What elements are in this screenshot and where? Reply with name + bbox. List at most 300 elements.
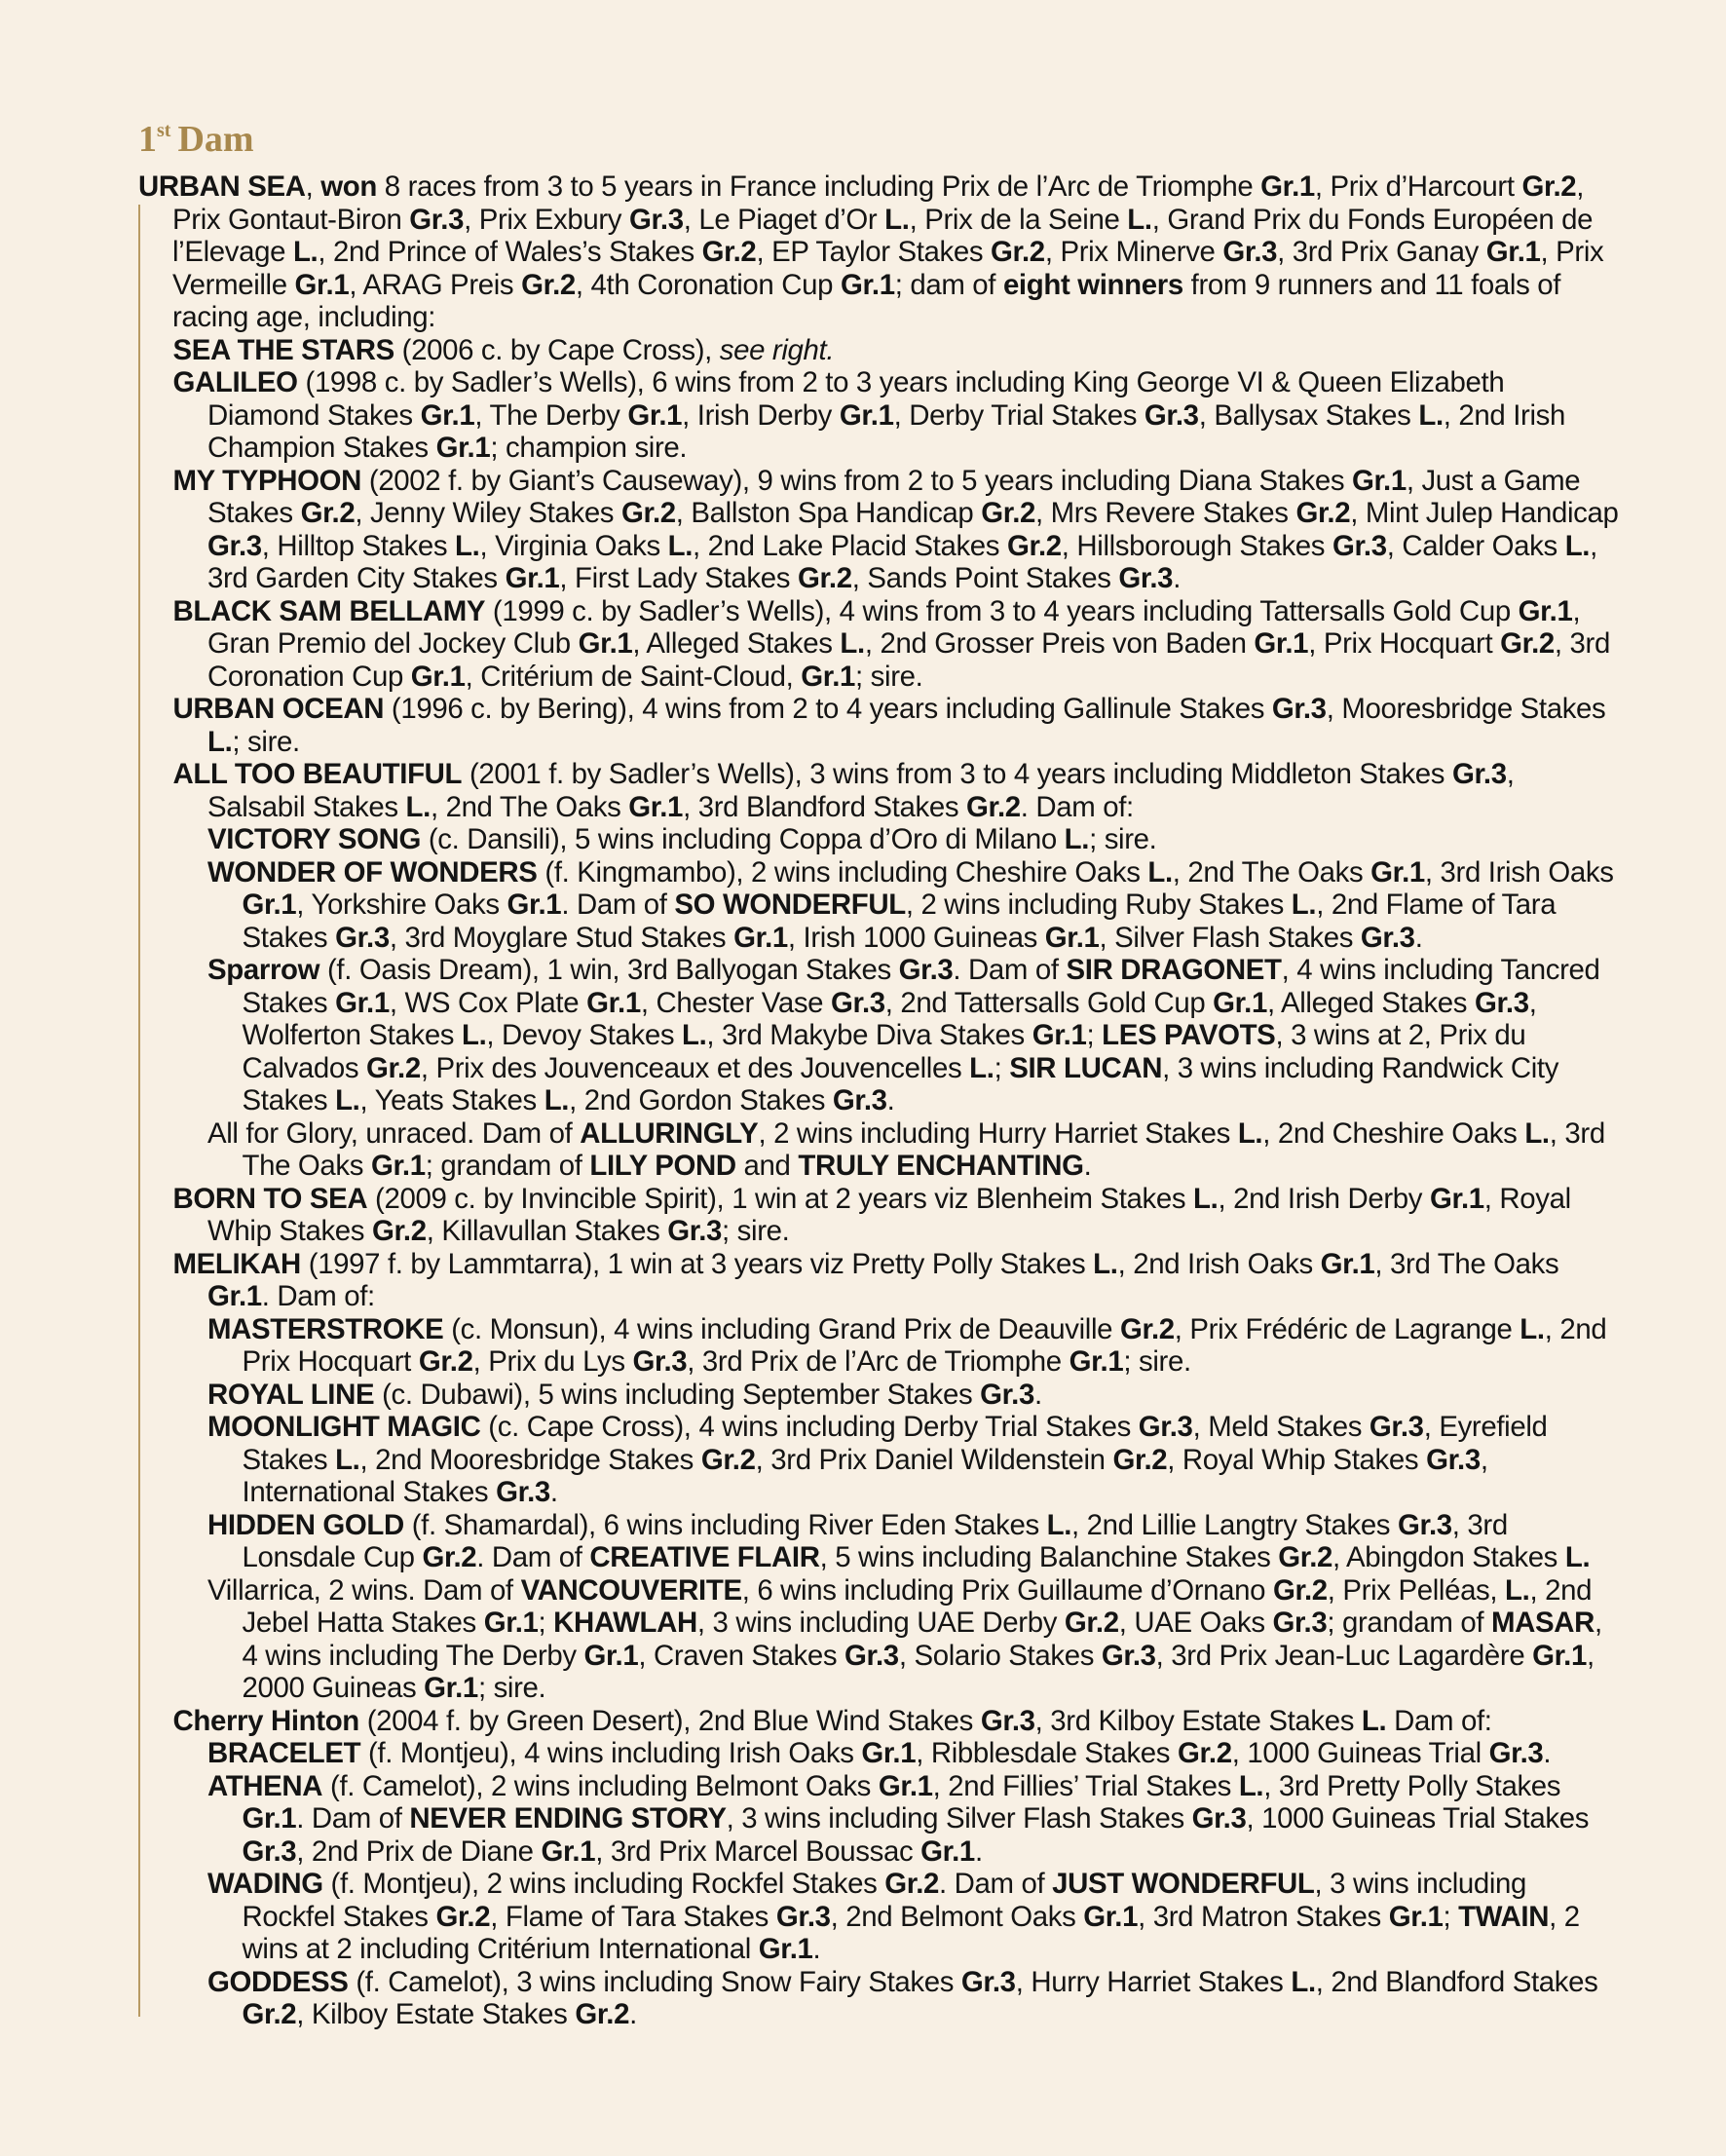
bold-text: Gr.3 bbox=[1138, 1411, 1193, 1443]
bold-text: Gr.3 bbox=[409, 203, 465, 236]
bold-text: Gr.3 bbox=[832, 1084, 887, 1116]
bold-text: ALL TOO BEAUTIFUL bbox=[172, 758, 463, 790]
bold-text: L. bbox=[292, 236, 319, 268]
entry-text: , 3 wins including UAE Derby bbox=[696, 1607, 1065, 1639]
produce-entry bbox=[138, 1705, 1619, 1738]
entry-text: , 3rd Prix Jean-Luc Lagardère bbox=[1155, 1639, 1533, 1672]
bold-text: Gr.1 bbox=[507, 889, 562, 921]
bold-text: KHAWLAH bbox=[553, 1607, 697, 1639]
descendant-entry bbox=[138, 1737, 1619, 1770]
entry-text: , 4th Coronation Cup bbox=[575, 268, 841, 301]
entry-text: . Dam of: bbox=[1020, 790, 1134, 823]
descendant-entry bbox=[138, 1509, 1619, 1574]
entry-text: , 3 wins including Silver Flash Stakes bbox=[726, 1802, 1192, 1834]
bold-text: Gr.2 bbox=[1119, 1312, 1175, 1345]
bold-text: L. bbox=[969, 1051, 994, 1084]
entry-text: . Dam of bbox=[561, 889, 675, 921]
entry-text: , Sands Point Stakes bbox=[851, 562, 1119, 594]
bold-text: L. bbox=[1524, 1116, 1550, 1150]
entry-text: , 2nd Fillies’ Trial Stakes bbox=[932, 1769, 1239, 1802]
entry-text: , Prix Frédéric de Lagrange bbox=[1174, 1312, 1520, 1345]
bold-text: Gr.1 bbox=[758, 1933, 813, 1965]
bold-text: Gr.1 bbox=[839, 398, 894, 432]
produce-entry bbox=[138, 758, 1619, 823]
entry-text: , 6 wins including Prix Guillaume d’Ornano bbox=[741, 1573, 1273, 1607]
entry-text: , Le Piaget d’Or bbox=[683, 203, 885, 236]
dam-entry bbox=[138, 170, 1619, 334]
bold-text: GALILEO bbox=[172, 366, 298, 398]
entry-text: , Gran Premio del Jockey Club bbox=[207, 594, 1581, 660]
bold-text: MASAR bbox=[1490, 1607, 1595, 1639]
entry-text: , 3rd Coronation Cup bbox=[207, 627, 1610, 693]
entry-text: , Alleged Stakes bbox=[632, 627, 841, 660]
bold-text: L. bbox=[544, 1084, 570, 1116]
bold-text: TWAIN bbox=[1458, 1900, 1550, 1933]
descendant-entry bbox=[138, 1868, 1619, 1966]
entry-text: , Kilboy Estate Stakes bbox=[296, 1998, 576, 2030]
entry-text: , 2nd The Oaks bbox=[1172, 855, 1371, 889]
entry-text: . bbox=[812, 1933, 821, 1965]
entry-text: ; sire. bbox=[722, 1215, 790, 1247]
bold-text: Gr.1 bbox=[1518, 594, 1573, 627]
bold-text: LILY POND bbox=[589, 1150, 736, 1182]
entry-text: ; grandam of bbox=[1327, 1607, 1491, 1639]
entry-text: , Derby Trial Stakes bbox=[893, 398, 1144, 432]
entry-text: , Flame of Tara Stakes bbox=[490, 1900, 776, 1933]
entry-text: . bbox=[1543, 1737, 1552, 1769]
bold-text: Gr.1 bbox=[1069, 1345, 1124, 1378]
entry-text: , 2000 Guineas bbox=[242, 1639, 1595, 1704]
entry-text: , Hillsborough Stakes bbox=[1061, 529, 1332, 562]
bold-text: Gr.2 bbox=[1177, 1737, 1232, 1769]
bold-text: Gr.1 bbox=[1320, 1247, 1375, 1280]
entry-text: . Dam of bbox=[296, 1802, 410, 1834]
bold-text: L. bbox=[461, 1019, 487, 1051]
entry-text: , UAE Oaks bbox=[1118, 1607, 1273, 1639]
entry-text: (2009 c. by Invincible Spirit), 1 win at 2 years viz Blenheim Stakes bbox=[367, 1182, 1194, 1215]
bold-text: Gr.2 bbox=[981, 497, 1036, 529]
bold-text: MELIKAH bbox=[172, 1247, 301, 1280]
bold-text: Gr.2 bbox=[797, 562, 852, 594]
entry-text: , Mrs Revere Stakes bbox=[1035, 497, 1296, 529]
produce-entry bbox=[138, 465, 1619, 595]
bold-text: Gr.2 bbox=[300, 497, 356, 529]
bold-text: Gr.2 bbox=[1500, 627, 1555, 660]
entry-text: , 3 wins including Randwick City Stakes bbox=[242, 1051, 1559, 1116]
bold-text: L. bbox=[1564, 1541, 1591, 1573]
entry-text: , 3rd The Oaks bbox=[1374, 1247, 1559, 1280]
bold-text: MY TYPHOON bbox=[172, 464, 362, 497]
bold-text: JUST WONDERFUL bbox=[1052, 1868, 1315, 1900]
bold-text: Gr.1 bbox=[242, 889, 297, 921]
bold-text: Gr.2 bbox=[1278, 1541, 1333, 1573]
entry-text: , Chester Vase bbox=[640, 986, 831, 1019]
entry-text: , Royal Whip Stakes bbox=[207, 1182, 1571, 1247]
bold-text: L. bbox=[1147, 855, 1173, 889]
entry-text: , Abingdon Stakes bbox=[1332, 1541, 1565, 1573]
entry-text: (f. Camelot), 2 wins including Belmont Oaks bbox=[322, 1769, 879, 1802]
entry-text: , The Derby bbox=[474, 398, 628, 432]
bold-text: won bbox=[320, 170, 377, 203]
entry-text: , Irish Derby bbox=[682, 398, 840, 432]
entry-text: , 2nd Cheshire Oaks bbox=[1262, 1116, 1525, 1150]
entry-text: , ARAG Preis bbox=[349, 268, 522, 301]
entry-text: , 2nd Belmont Oaks bbox=[830, 1900, 1084, 1933]
entry-text: (c. Cape Cross), 4 wins including Derby Trial Stakes bbox=[480, 1411, 1139, 1443]
entry-text: , Eyrefield Stakes bbox=[242, 1411, 1548, 1476]
bold-text: ATHENA bbox=[207, 1769, 323, 1802]
entry-text: , 3rd Irish Oaks bbox=[1424, 855, 1614, 889]
entry-text: (f. Camelot), 3 wins including Snow Fairy Stakes bbox=[348, 1965, 961, 1998]
entry-text: , 3rd Prix Daniel Wildenstein bbox=[755, 1443, 1113, 1476]
bold-text: TRULY ENCHANTING bbox=[798, 1150, 1084, 1182]
bold-text: VANCOUVERITE bbox=[520, 1573, 742, 1607]
bold-text: Gr.2 bbox=[620, 497, 676, 529]
descendant-entry bbox=[138, 1574, 1619, 1705]
bold-text: L. bbox=[1291, 889, 1317, 921]
bold-text: Gr.1 bbox=[920, 1834, 975, 1868]
bold-text: Gr.3 bbox=[1144, 398, 1199, 432]
entry-text: (f. Montjeu), 4 wins including Irish Oaks bbox=[360, 1737, 862, 1769]
bold-text: L. bbox=[1238, 1769, 1264, 1802]
heading-number: 1 bbox=[138, 119, 157, 160]
bold-text: Gr.1 bbox=[1032, 1019, 1087, 1051]
entry-text: , 2nd Tattersalls Gold Cup bbox=[884, 986, 1214, 1019]
entry-text: , 2 wins at 2 including Critérium International bbox=[242, 1900, 1580, 1965]
bold-text: URBAN SEA bbox=[138, 170, 306, 203]
entry-text: , 2nd Irish Oaks bbox=[1117, 1247, 1321, 1280]
bold-text: Gr.1 bbox=[840, 268, 895, 301]
entry-text: (1999 c. by Sadler’s Wells), 4 wins from 3 to 4 years including Tattersalls Gold Cup bbox=[485, 594, 1519, 627]
bold-text: GODDESS bbox=[207, 1965, 349, 1998]
entry-text: , Wolferton Stakes bbox=[242, 986, 1537, 1051]
descendant-entry bbox=[138, 1966, 1619, 2031]
entry-text: , Hilltop Stakes bbox=[261, 529, 456, 562]
bold-text: Gr.1 bbox=[1044, 921, 1100, 954]
bold-text: Gr.2 bbox=[884, 1868, 940, 1900]
entry-text: from 9 runners and 11 foals of racing age, including: bbox=[172, 268, 1561, 333]
bold-text: VICTORY SONG bbox=[207, 823, 421, 855]
entry-text: , Ballysax Stakes bbox=[1198, 398, 1419, 432]
entry-text: (f. Kingmambo), 2 wins including Cheshire Oaks bbox=[537, 855, 1148, 889]
bold-text: Gr.3 bbox=[898, 954, 954, 986]
bold-text: Gr.1 bbox=[1213, 986, 1267, 1019]
entry-text: , 3rd Lonsdale Cup bbox=[242, 1508, 1508, 1573]
entry-text: . bbox=[1033, 1378, 1042, 1411]
descendant-entry bbox=[138, 856, 1619, 955]
bold-text: L. bbox=[1046, 1508, 1072, 1541]
bold-text: Gr.1 bbox=[1485, 236, 1541, 268]
entry-text: , Yeats Stakes bbox=[359, 1084, 544, 1116]
entry-text: . bbox=[886, 1084, 895, 1116]
entry-text: . Dam of bbox=[476, 1541, 590, 1573]
entry-text: , International Stakes bbox=[242, 1443, 1488, 1508]
entry-text: , 3rd Makybe Diva Stakes bbox=[706, 1019, 1032, 1051]
entry-text: (c. Dansili), 5 wins including Coppa d’Oro di Milano bbox=[421, 823, 1065, 855]
entry-text: , Virginia Oaks bbox=[479, 529, 668, 562]
bold-text: L. bbox=[1193, 1182, 1219, 1215]
entry-text: ; sire. bbox=[477, 1672, 546, 1704]
bold-text: Gr.3 bbox=[1451, 758, 1507, 790]
entry-text: (f. Montjeu), 2 wins including Rockfel Stakes bbox=[322, 1868, 885, 1900]
bold-text: Gr.1 bbox=[578, 627, 633, 660]
bold-text: Gr.1 bbox=[505, 562, 560, 594]
entry-text: . Dam of bbox=[939, 1868, 1053, 1900]
entry-text: ; bbox=[538, 1607, 554, 1639]
entry-text: , 1000 Guineas Trial bbox=[1231, 1737, 1489, 1769]
entry-text: , Calder Oaks bbox=[1386, 529, 1565, 562]
entry-text: . bbox=[1083, 1150, 1092, 1182]
entry-text: . bbox=[1414, 921, 1423, 954]
bold-text: Gr.1 bbox=[733, 921, 788, 954]
bold-text: Gr.3 bbox=[335, 921, 390, 954]
entry-text: , 3 wins including Rockfel Stakes bbox=[242, 1868, 1527, 1933]
entry-text: (f. Oasis Dream), 1 win, 3rd Ballyogan Stakes bbox=[319, 954, 899, 986]
entry-text: (c. Dubawi), 5 wins including September Stakes bbox=[374, 1378, 981, 1411]
bold-text: BLACK SAM BELLAMY bbox=[172, 594, 486, 627]
entry-text: , Solario Stakes bbox=[898, 1639, 1102, 1672]
bold-text: Gr.1 bbox=[242, 1802, 297, 1834]
bold-text: Gr.1 bbox=[410, 660, 466, 693]
entry-text: ; sire. bbox=[1089, 823, 1157, 855]
bold-text: Gr.1 bbox=[861, 1737, 917, 1769]
bold-text: Gr.2 bbox=[966, 790, 1021, 823]
entry-text: . bbox=[549, 1476, 558, 1508]
bold-text: ROYAL LINE bbox=[207, 1378, 375, 1411]
bold-text: Gr.3 bbox=[980, 1704, 1035, 1737]
entry-text: . bbox=[974, 1834, 983, 1868]
entry-text: , 2nd Grosser Preis von Baden bbox=[864, 627, 1255, 660]
bold-text: Cherry Hinton bbox=[172, 1704, 359, 1737]
bold-text: L. bbox=[405, 790, 431, 823]
entry-text: , 3 wins at 2, Prix du Calvados bbox=[242, 1019, 1526, 1084]
entry-text: , 2 wins including Hurry Harriet Stakes bbox=[758, 1116, 1238, 1150]
entry-text: , Killavullan Stakes bbox=[426, 1215, 668, 1247]
heading-label: Dam bbox=[177, 119, 254, 160]
entry-text: , 2nd Mooresbridge Stakes bbox=[359, 1443, 701, 1476]
entry-text: , Craven Stakes bbox=[638, 1639, 845, 1672]
entry-text: , Just a Game Stakes bbox=[207, 464, 1581, 529]
entry-text: (2002 f. by Giant’s Causeway), 9 wins from 2 to 5 years including Diana Stakes bbox=[361, 464, 1353, 497]
entry-text: , 3rd Prix Ganay bbox=[1277, 236, 1486, 268]
produce-entry bbox=[138, 334, 1619, 367]
section-heading bbox=[138, 121, 254, 158]
entry-text: ; bbox=[994, 1051, 1010, 1084]
bold-text: Gr.1 bbox=[420, 398, 475, 432]
entry-text: , Prix Exbury bbox=[464, 203, 629, 236]
entry-text: , WS Cox Plate bbox=[389, 986, 587, 1019]
entry-text: , 2nd Prix Hocquart bbox=[242, 1312, 1607, 1378]
bold-text: Sparrow bbox=[207, 954, 320, 986]
bold-text: Gr.1 bbox=[583, 1639, 639, 1672]
entry-text: , 2nd Gordon Stakes bbox=[569, 1084, 833, 1116]
entry-text: , Silver Flash Stakes bbox=[1099, 921, 1361, 954]
bold-text: L. bbox=[1505, 1573, 1530, 1607]
entry-text: , bbox=[305, 170, 321, 203]
bold-text: Gr.1 bbox=[541, 1834, 596, 1868]
entry-text: , Prix d’Harcourt bbox=[1314, 170, 1522, 203]
entry-text: , 2nd Lake Placid Stakes bbox=[693, 529, 1007, 562]
bold-text: L. bbox=[335, 1084, 360, 1116]
bold-text: Gr.3 bbox=[1271, 693, 1327, 725]
bold-text: L. bbox=[1237, 1116, 1263, 1150]
bold-text: LES PAVOTS bbox=[1102, 1019, 1276, 1051]
entry-text: , 3rd Blandford Stakes bbox=[683, 790, 966, 823]
bold-text: Gr.2 bbox=[1295, 497, 1351, 529]
bold-text: L. bbox=[884, 203, 910, 236]
entry-text: (1997 f. by Lammtarra), 1 win at 3 years viz Pretty Polly Stakes bbox=[300, 1247, 1094, 1280]
bold-text: Gr.1 bbox=[294, 268, 350, 301]
entry-text: . bbox=[629, 1998, 637, 2030]
entry-text: , 2nd Lillie Langtry Stakes bbox=[1071, 1508, 1398, 1541]
entry-text: , 2nd Flame of Tara Stakes bbox=[242, 889, 1557, 954]
bold-text: Gr.1 bbox=[1429, 1182, 1484, 1215]
bold-text: Gr.3 bbox=[1332, 529, 1387, 562]
entry-text: ; dam of bbox=[894, 268, 1003, 301]
bold-text: Gr.1 bbox=[878, 1769, 933, 1802]
entry-text: ; grandam of bbox=[425, 1150, 590, 1182]
entry-text: ; sire. bbox=[1123, 1345, 1191, 1378]
bold-text: L. bbox=[335, 1443, 360, 1476]
entry-text: ; sire. bbox=[232, 725, 300, 758]
produce-entry bbox=[138, 366, 1619, 465]
bold-text: BORN TO SEA bbox=[172, 1182, 368, 1215]
bold-text: L. bbox=[681, 1019, 707, 1051]
bold-text: L. bbox=[1520, 1312, 1545, 1345]
bold-text: Gr.1 bbox=[335, 986, 390, 1019]
entry-text: and bbox=[735, 1150, 799, 1182]
bold-text: Gr.2 bbox=[422, 1541, 477, 1573]
bold-text: Gr.1 bbox=[627, 398, 683, 432]
bold-text: Gr.3 bbox=[1222, 236, 1278, 268]
bold-text: Gr.1 bbox=[435, 432, 491, 464]
entry-text: , 2nd Prix de Diane bbox=[296, 1834, 542, 1868]
entry-text: , 3rd Garden City Stakes bbox=[207, 529, 1597, 594]
bold-text: Gr.1 bbox=[207, 1280, 262, 1312]
bold-text: Gr.2 bbox=[1006, 529, 1062, 562]
entry-text: Dam of: bbox=[1386, 1704, 1492, 1737]
bold-text: Gr.1 bbox=[1388, 1900, 1444, 1933]
entry-text: , Hurry Harriet Stakes bbox=[1015, 1965, 1292, 1998]
entry-text: , Ribblesdale Stakes bbox=[916, 1737, 1178, 1769]
bold-text: Gr.2 bbox=[1273, 1573, 1328, 1607]
entry-text: , 2nd Irish Derby bbox=[1218, 1182, 1430, 1215]
entry-text: ; sire. bbox=[855, 660, 923, 693]
produce-entry bbox=[138, 595, 1619, 694]
bold-text: Gr.3 bbox=[628, 203, 684, 236]
bold-text: MASTERSTROKE bbox=[207, 1312, 444, 1345]
bold-text: Gr.1 bbox=[483, 1607, 539, 1639]
bold-text: Gr.3 bbox=[1360, 921, 1415, 954]
entry-text: , 2 wins including Ruby Stakes bbox=[905, 889, 1292, 921]
bold-text: URBAN OCEAN bbox=[172, 693, 385, 725]
entry-text: , 3rd Kilboy Estate Stakes bbox=[1034, 1704, 1362, 1737]
bold-text: Gr.3 bbox=[207, 529, 262, 562]
bold-text: Gr.3 bbox=[1191, 1802, 1247, 1834]
entry-text: , 3rd Prix Marcel Boussac bbox=[595, 1834, 921, 1868]
entry-text: , 5 wins including Balanchine Stakes bbox=[819, 1541, 1279, 1573]
descendant-entry bbox=[138, 1770, 1619, 1869]
bold-text: Gr.3 bbox=[667, 1215, 723, 1247]
entry-text: , 2nd Jebel Hatta Stakes bbox=[242, 1573, 1593, 1639]
bold-text: L. bbox=[455, 529, 480, 562]
entry-text: . Dam of bbox=[953, 954, 1067, 986]
entry-text: , Critérium de Saint-Cloud, bbox=[465, 660, 802, 693]
entry-text: , 3rd The Oaks bbox=[242, 1116, 1605, 1182]
bold-text: Gr.2 bbox=[701, 236, 757, 268]
entry-text: see right. bbox=[719, 333, 835, 366]
bold-text: Gr.3 bbox=[632, 1345, 688, 1378]
bold-text: SIR DRAGONET bbox=[1066, 954, 1282, 986]
bold-text: SO WONDERFUL bbox=[674, 889, 906, 921]
bold-text: Gr.1 bbox=[424, 1672, 478, 1704]
entry-text: (2006 c. by Cape Cross), bbox=[394, 333, 720, 366]
descendant-entry bbox=[138, 1379, 1619, 1412]
bold-text: WONDER OF WONDERS bbox=[207, 855, 538, 889]
bold-text: WADING bbox=[207, 1868, 323, 1900]
bold-text: Gr.1 bbox=[1254, 627, 1309, 660]
entry-text: (1996 c. by Bering), 4 wins from 2 to 4 years including Gallinule Stakes bbox=[384, 693, 1272, 725]
produce-entry bbox=[138, 693, 1619, 758]
entry-text: , 1000 Guineas Trial Stakes bbox=[1246, 1802, 1590, 1834]
entry-text: ; champion sire. bbox=[490, 432, 688, 464]
bold-text: NEVER ENDING STORY bbox=[409, 1802, 727, 1834]
bold-text: Gr.3 bbox=[242, 1834, 297, 1868]
entry-text: All for Glory, unraced. Dam of bbox=[207, 1116, 581, 1150]
bold-text: Gr.1 bbox=[628, 790, 684, 823]
entry-text: , 2nd Blandford Stakes bbox=[1315, 1965, 1598, 1998]
entry-text: . Dam of: bbox=[261, 1280, 375, 1312]
entry-text: . bbox=[1173, 562, 1182, 594]
bold-text: L. bbox=[1291, 1965, 1316, 1998]
heading-ordinal: st bbox=[157, 120, 171, 141]
bold-text: Gr.2 bbox=[1521, 170, 1577, 203]
entry-text: , 3rd Prix de l’Arc de Triomphe bbox=[687, 1345, 1069, 1378]
entry-text: Villarrica, 2 wins. Dam of bbox=[207, 1573, 521, 1607]
bold-text: eight winners bbox=[1002, 268, 1183, 301]
bold-text: L. bbox=[1064, 823, 1090, 855]
entry-text: , 2nd Prince of Wales’s Stakes bbox=[318, 236, 702, 268]
bold-text: Gr.3 bbox=[496, 1476, 550, 1508]
bold-text: Gr.3 bbox=[1369, 1411, 1424, 1443]
bold-text: Gr.2 bbox=[371, 1215, 427, 1247]
entry-text: (f. Shamardal), 6 wins including River Eden Stakes bbox=[403, 1508, 1047, 1541]
bold-text: Gr.3 bbox=[775, 1900, 831, 1933]
bold-text: BRACELET bbox=[207, 1737, 361, 1769]
descendant-entry bbox=[138, 1411, 1619, 1509]
dam-record-list bbox=[138, 170, 1619, 2031]
produce-entry bbox=[138, 1183, 1619, 1248]
bold-text: Gr.3 bbox=[831, 986, 885, 1019]
bold-text: Gr.3 bbox=[1474, 986, 1529, 1019]
entry-text: , 4 wins including The Derby bbox=[242, 1607, 1602, 1672]
descendant-entry bbox=[138, 823, 1619, 856]
bold-text: L. bbox=[1127, 203, 1152, 236]
bold-text: SIR LUCAN bbox=[1009, 1051, 1163, 1084]
bold-text: Gr.1 bbox=[1370, 855, 1425, 889]
entry-text: , Prix Gontaut-Biron bbox=[172, 170, 1585, 236]
bold-text: Gr.3 bbox=[1397, 1508, 1452, 1541]
bold-text: Gr.2 bbox=[1112, 1443, 1168, 1476]
entry-text: , Prix Vermeille bbox=[172, 236, 1604, 301]
bold-text: Gr.2 bbox=[366, 1051, 421, 1084]
descendant-entry bbox=[138, 954, 1619, 1117]
entry-text: , Alleged Stakes bbox=[1266, 986, 1475, 1019]
bold-text: Gr.1 bbox=[1532, 1639, 1587, 1672]
bold-text: Gr.1 bbox=[1083, 1900, 1139, 1933]
bold-text: Gr.2 bbox=[700, 1443, 756, 1476]
bold-text: Gr.2 bbox=[242, 1998, 297, 2030]
